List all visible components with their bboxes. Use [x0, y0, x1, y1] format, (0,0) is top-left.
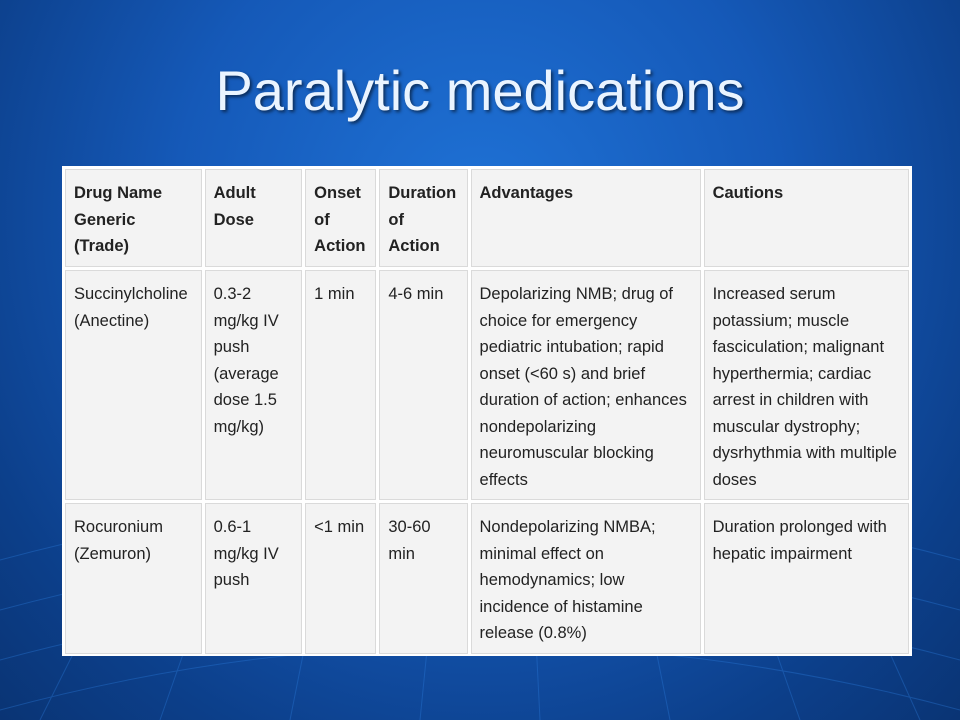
cell-advantages: Nondepolarizing NMBA; minimal effect on hemodynamics; low incidence of histamine release (0.8%) [471, 503, 701, 654]
cell-duration: 30-60 min [379, 503, 467, 654]
header-drug-name: Drug Name Generic (Trade) [65, 169, 202, 267]
medication-table [62, 166, 912, 657]
header-cautions: Cautions [704, 169, 909, 267]
header-duration: Duration of Action [379, 169, 467, 267]
cell-adult-dose: 0.6-1 mg/kg IV push [205, 503, 303, 654]
header-advantages: Advantages [471, 169, 701, 267]
cell-adult-dose: 0.3-2 mg/kg IV push (average dose 1.5 mg/kg) [205, 270, 303, 500]
cell-duration: 4-6 min [379, 270, 467, 500]
slide-title: Paralytic medications [215, 59, 745, 122]
cell-onset: 1 min [305, 270, 376, 500]
cell-drug-name: Succinylcholine (Anectine) [65, 270, 202, 500]
medication-table-container [62, 166, 912, 656]
cell-onset: <1 min [305, 503, 376, 654]
cell-advantages: Depolarizing NMB; drug of choice for emergency pediatric intubation; rapid onset (<60 s) and brief duration of action; enhances nondepolarizing neuromuscular blocking effects [471, 270, 701, 500]
header-adult-dose: Adult Dose [205, 169, 303, 267]
cell-cautions: Duration prolonged with hepatic impairment [704, 503, 909, 654]
cell-cautions: Increased serum potassium; muscle fasciculation; malignant hyperthermia; cardiac arrest in children with muscular dystrophy; dysrhythmia with multiple doses [704, 270, 909, 500]
table-header-row [65, 169, 909, 267]
cell-drug-name: Rocuronium (Zemuron) [65, 503, 202, 654]
table-row [65, 503, 909, 654]
header-onset: Onset of Action [305, 169, 376, 267]
table-row [65, 270, 909, 500]
